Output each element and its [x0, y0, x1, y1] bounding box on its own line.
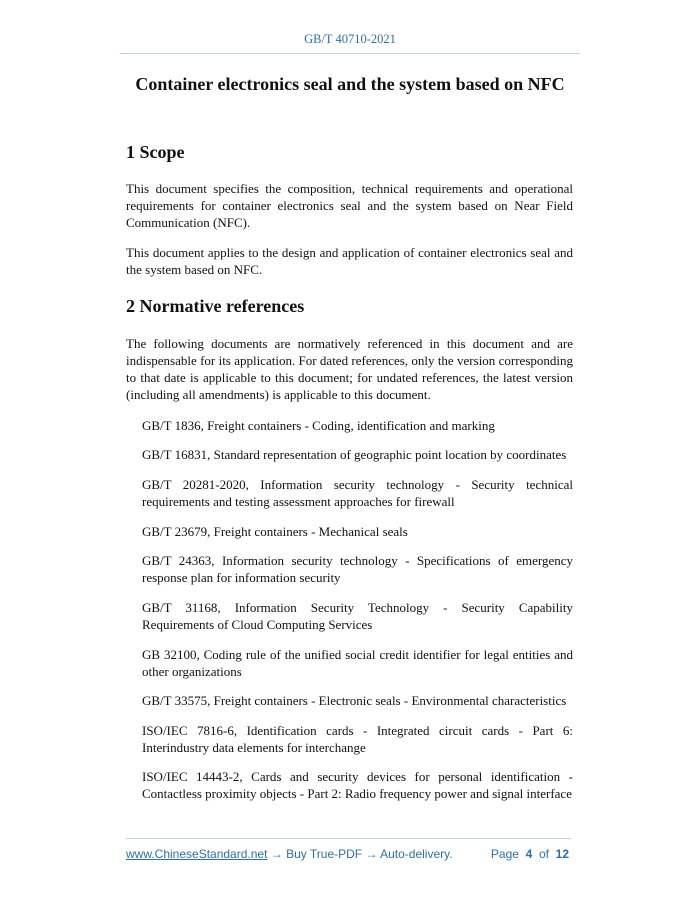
reference-item: GB/T 20281-2020, Information security technology - Security technical requirements and testing assessment approaches for firewall	[142, 477, 573, 509]
website-link[interactable]: www.ChineseStandard.net	[126, 847, 268, 861]
section-heading-scope: 1 Scope	[126, 142, 185, 162]
page-indicator	[491, 847, 569, 861]
section-heading-normative-references: 2 Normative references	[126, 296, 305, 316]
reference-item: GB/T 24363, Information security technology - Specifications of emergency response plan for information security	[142, 553, 573, 585]
footer-promo-text: → Buy True-PDF → Auto-delivery.	[267, 847, 453, 861]
footer-promo	[126, 847, 453, 861]
reference-item: GB 32100, Coding rule of the unified social credit identifier for legal entities and other organizations	[142, 647, 573, 679]
paragraph: The following documents are normatively referenced in this document and are indispensable for its application. For dated references, only the version corresponding to that date is applicable to this document; for undated references, the latest version (including all amendments) is applicable to this document.	[126, 336, 573, 402]
header-divider	[120, 53, 580, 54]
footer-divider	[126, 838, 571, 839]
reference-item: GB/T 23679, Freight containers - Mechanical seals	[142, 524, 408, 539]
reference-item: ISO/IEC 14443-2, Cards and security devices for personal identification - Contactless proximity objects - Part 2: Radio frequency power and signal interface	[142, 769, 573, 801]
paragraph: This document specifies the composition, technical requirements and operational requirements for container electronics seal and the system based on Near Field Communication (NFC).	[126, 181, 573, 230]
reference-item: GB/T 16831, Standard representation of geographic point location by coordinates	[142, 447, 567, 462]
reference-item: ISO/IEC 7816-6, Identification cards - Integrated circuit cards - Part 6: Interindustry data elements for interchange	[142, 723, 573, 755]
paragraph: This document applies to the design and application of container electronics seal and the system based on NFC.	[126, 245, 573, 277]
reference-item: GB/T 33575, Freight containers - Electronic seals - Environmental characteristics	[142, 693, 567, 708]
reference-item: GB/T 1836, Freight containers - Coding, identification and marking	[142, 418, 495, 433]
doc-header-id: GB/T 40710-2021	[304, 32, 396, 46]
of-label: of	[538, 847, 549, 861]
page-number: 4	[525, 847, 533, 861]
page-label: Page	[490, 847, 519, 861]
page-total: 12	[555, 847, 569, 861]
doc-title: Container electronics seal and the system based on NFC	[135, 74, 565, 94]
reference-item: GB/T 31168, Information Security Technology - Security Capability Requirements of Cloud Computing Services	[142, 600, 573, 632]
